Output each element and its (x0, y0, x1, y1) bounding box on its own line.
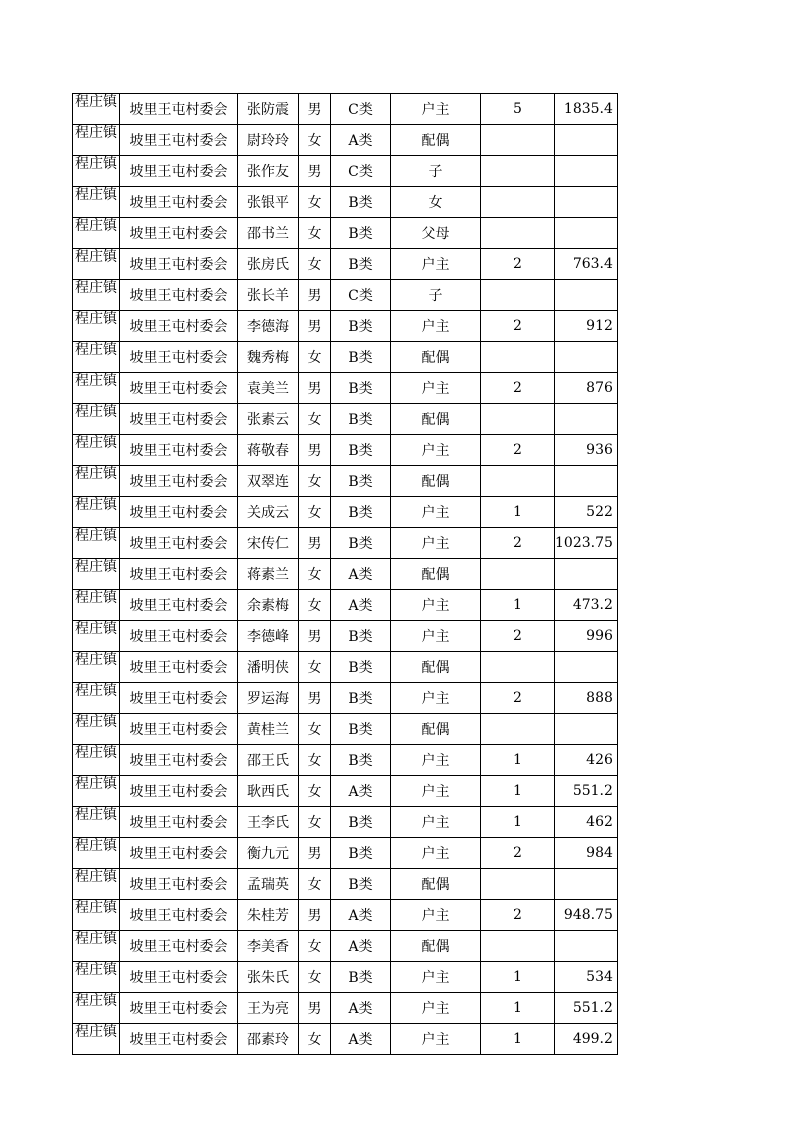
amount-cell: 1023.75 (555, 528, 618, 559)
category-cell: A类 (331, 931, 391, 962)
relation-cell: 配偶 (391, 869, 481, 900)
category-cell: A类 (331, 993, 391, 1024)
amount-cell (555, 156, 618, 187)
category-cell: B类 (331, 373, 391, 404)
gender-cell: 女 (299, 249, 331, 280)
gender-cell: 女 (299, 466, 331, 497)
town-cell: 程庄镇 (73, 249, 120, 280)
relation-cell: 户主 (391, 962, 481, 993)
village-cell: 坡里王屯村委会 (120, 590, 238, 621)
name-cell: 李德峰 (238, 621, 299, 652)
town-cell: 程庄镇 (73, 714, 120, 745)
name-cell: 蒋素兰 (238, 559, 299, 590)
category-cell: B类 (331, 249, 391, 280)
household-size-cell: 2 (481, 683, 555, 714)
amount-cell (555, 218, 618, 249)
household-size-cell (481, 652, 555, 683)
table-row (73, 497, 618, 528)
name-cell: 张朱氏 (238, 962, 299, 993)
amount-cell: 763.4 (555, 249, 618, 280)
amount-cell: 426 (555, 745, 618, 776)
relation-cell: 配偶 (391, 342, 481, 373)
town-cell: 程庄镇 (73, 652, 120, 683)
household-size-cell (481, 280, 555, 311)
table-row (73, 683, 618, 714)
village-cell: 坡里王屯村委会 (120, 435, 238, 466)
name-cell: 尉玲玲 (238, 125, 299, 156)
name-cell: 张素云 (238, 404, 299, 435)
name-cell: 李美香 (238, 931, 299, 962)
household-size-cell (481, 342, 555, 373)
category-cell: A类 (331, 1024, 391, 1055)
amount-cell (555, 125, 618, 156)
table-row (73, 776, 618, 807)
name-cell: 张银平 (238, 187, 299, 218)
town-cell: 程庄镇 (73, 590, 120, 621)
town-cell: 程庄镇 (73, 962, 120, 993)
relation-cell: 户主 (391, 993, 481, 1024)
table-row (73, 373, 618, 404)
category-cell: C类 (331, 280, 391, 311)
table-row (73, 993, 618, 1024)
village-cell: 坡里王屯村委会 (120, 94, 238, 125)
village-cell: 坡里王屯村委会 (120, 280, 238, 311)
gender-cell: 男 (299, 900, 331, 931)
household-size-cell: 2 (481, 249, 555, 280)
gender-cell: 女 (299, 218, 331, 249)
table-row (73, 311, 618, 342)
village-cell: 坡里王屯村委会 (120, 900, 238, 931)
town-cell: 程庄镇 (73, 404, 120, 435)
category-cell: B类 (331, 652, 391, 683)
town-cell: 程庄镇 (73, 94, 120, 125)
category-cell: B类 (331, 528, 391, 559)
relation-cell: 户主 (391, 807, 481, 838)
town-cell: 程庄镇 (73, 621, 120, 652)
amount-cell: 499.2 (555, 1024, 618, 1055)
household-size-cell: 1 (481, 993, 555, 1024)
relation-cell: 户主 (391, 94, 481, 125)
amount-cell (555, 466, 618, 497)
amount-cell: 912 (555, 311, 618, 342)
relation-cell: 户主 (391, 249, 481, 280)
name-cell: 张房氏 (238, 249, 299, 280)
relation-cell: 户主 (391, 435, 481, 466)
table-row (73, 900, 618, 931)
table-row (73, 1024, 618, 1055)
village-cell: 坡里王屯村委会 (120, 156, 238, 187)
amount-cell: 936 (555, 435, 618, 466)
name-cell: 孟瑞英 (238, 869, 299, 900)
table-row (73, 838, 618, 869)
town-cell: 程庄镇 (73, 528, 120, 559)
name-cell: 双翠连 (238, 466, 299, 497)
town-cell: 程庄镇 (73, 900, 120, 931)
table-row (73, 156, 618, 187)
village-cell: 坡里王屯村委会 (120, 528, 238, 559)
category-cell: B类 (331, 404, 391, 435)
gender-cell: 男 (299, 528, 331, 559)
village-cell: 坡里王屯村委会 (120, 745, 238, 776)
category-cell: B类 (331, 807, 391, 838)
amount-cell (555, 404, 618, 435)
village-cell: 坡里王屯村委会 (120, 218, 238, 249)
household-size-cell (481, 714, 555, 745)
village-cell: 坡里王屯村委会 (120, 621, 238, 652)
table-row (73, 187, 618, 218)
amount-cell (555, 869, 618, 900)
category-cell: B类 (331, 962, 391, 993)
village-cell: 坡里王屯村委会 (120, 714, 238, 745)
table-row (73, 621, 618, 652)
category-cell: B类 (331, 683, 391, 714)
category-cell: B类 (331, 714, 391, 745)
household-size-cell: 2 (481, 373, 555, 404)
town-cell: 程庄镇 (73, 466, 120, 497)
town-cell: 程庄镇 (73, 156, 120, 187)
amount-cell (555, 342, 618, 373)
amount-cell (555, 559, 618, 590)
table-row (73, 931, 618, 962)
household-size-cell (481, 156, 555, 187)
household-size-cell: 2 (481, 838, 555, 869)
village-cell: 坡里王屯村委会 (120, 776, 238, 807)
relation-cell: 户主 (391, 311, 481, 342)
gender-cell: 女 (299, 776, 331, 807)
gender-cell: 男 (299, 621, 331, 652)
relation-cell: 配偶 (391, 404, 481, 435)
household-size-cell: 1 (481, 807, 555, 838)
town-cell: 程庄镇 (73, 1024, 120, 1055)
name-cell: 潘明侠 (238, 652, 299, 683)
gender-cell: 女 (299, 869, 331, 900)
name-cell: 耿西氏 (238, 776, 299, 807)
category-cell: A类 (331, 559, 391, 590)
category-cell: B类 (331, 187, 391, 218)
table-row (73, 528, 618, 559)
household-size-cell: 2 (481, 621, 555, 652)
relation-cell: 户主 (391, 373, 481, 404)
village-cell: 坡里王屯村委会 (120, 1024, 238, 1055)
name-cell: 关成云 (238, 497, 299, 528)
gender-cell: 女 (299, 342, 331, 373)
gender-cell: 女 (299, 559, 331, 590)
household-size-cell: 1 (481, 776, 555, 807)
household-size-cell (481, 869, 555, 900)
village-cell: 坡里王屯村委会 (120, 466, 238, 497)
village-cell: 坡里王屯村委会 (120, 869, 238, 900)
category-cell: B类 (331, 745, 391, 776)
relation-cell: 户主 (391, 776, 481, 807)
gender-cell: 女 (299, 590, 331, 621)
gender-cell: 男 (299, 373, 331, 404)
relation-cell: 子 (391, 156, 481, 187)
name-cell: 邵素玲 (238, 1024, 299, 1055)
name-cell: 罗运海 (238, 683, 299, 714)
name-cell: 邵王氏 (238, 745, 299, 776)
name-cell: 张作友 (238, 156, 299, 187)
household-size-cell: 2 (481, 900, 555, 931)
category-cell: A类 (331, 900, 391, 931)
relation-cell: 户主 (391, 590, 481, 621)
town-cell: 程庄镇 (73, 931, 120, 962)
gender-cell: 女 (299, 714, 331, 745)
table-row (73, 652, 618, 683)
table-row (73, 559, 618, 590)
amount-cell: 462 (555, 807, 618, 838)
category-cell: B类 (331, 838, 391, 869)
relation-cell: 配偶 (391, 714, 481, 745)
name-cell: 余素梅 (238, 590, 299, 621)
category-cell: B类 (331, 497, 391, 528)
category-cell: B类 (331, 466, 391, 497)
town-cell: 程庄镇 (73, 342, 120, 373)
town-cell: 程庄镇 (73, 125, 120, 156)
table-row (73, 280, 618, 311)
name-cell: 李德海 (238, 311, 299, 342)
table-row (73, 745, 618, 776)
category-cell: B类 (331, 621, 391, 652)
amount-cell: 551.2 (555, 776, 618, 807)
category-cell: B类 (331, 311, 391, 342)
amount-cell (555, 280, 618, 311)
gender-cell: 女 (299, 962, 331, 993)
table-row (73, 125, 618, 156)
name-cell: 张防震 (238, 94, 299, 125)
category-cell: A类 (331, 590, 391, 621)
relation-cell: 子 (391, 280, 481, 311)
name-cell: 张长羊 (238, 280, 299, 311)
gender-cell: 女 (299, 745, 331, 776)
gender-cell: 男 (299, 683, 331, 714)
table-row (73, 218, 618, 249)
village-cell: 坡里王屯村委会 (120, 931, 238, 962)
relation-cell: 配偶 (391, 652, 481, 683)
amount-cell: 534 (555, 962, 618, 993)
household-size-cell: 5 (481, 94, 555, 125)
name-cell: 袁美兰 (238, 373, 299, 404)
relation-cell: 户主 (391, 745, 481, 776)
village-cell: 坡里王屯村委会 (120, 187, 238, 218)
name-cell: 黄桂兰 (238, 714, 299, 745)
village-cell: 坡里王屯村委会 (120, 962, 238, 993)
village-cell: 坡里王屯村委会 (120, 249, 238, 280)
gender-cell: 男 (299, 94, 331, 125)
gender-cell: 男 (299, 156, 331, 187)
relation-cell: 配偶 (391, 125, 481, 156)
category-cell: A类 (331, 776, 391, 807)
amount-cell: 888 (555, 683, 618, 714)
town-cell: 程庄镇 (73, 683, 120, 714)
village-cell: 坡里王屯村委会 (120, 838, 238, 869)
town-cell: 程庄镇 (73, 993, 120, 1024)
name-cell: 魏秀梅 (238, 342, 299, 373)
relation-cell: 户主 (391, 621, 481, 652)
category-cell: B类 (331, 342, 391, 373)
gender-cell: 女 (299, 497, 331, 528)
relation-cell: 户主 (391, 900, 481, 931)
town-cell: 程庄镇 (73, 218, 120, 249)
town-cell: 程庄镇 (73, 745, 120, 776)
table-row (73, 807, 618, 838)
name-cell: 朱桂芳 (238, 900, 299, 931)
relation-cell: 配偶 (391, 559, 481, 590)
amount-cell: 522 (555, 497, 618, 528)
amount-cell (555, 187, 618, 218)
name-cell: 王李氏 (238, 807, 299, 838)
amount-cell: 996 (555, 621, 618, 652)
name-cell: 衡九元 (238, 838, 299, 869)
table-row (73, 342, 618, 373)
gender-cell: 女 (299, 931, 331, 962)
data-table (72, 93, 618, 1055)
table-body (73, 94, 618, 1055)
town-cell: 程庄镇 (73, 311, 120, 342)
relation-cell: 配偶 (391, 931, 481, 962)
village-cell: 坡里王屯村委会 (120, 683, 238, 714)
gender-cell: 女 (299, 125, 331, 156)
amount-cell: 1835.4 (555, 94, 618, 125)
amount-cell: 473.2 (555, 590, 618, 621)
gender-cell: 女 (299, 807, 331, 838)
town-cell: 程庄镇 (73, 838, 120, 869)
village-cell: 坡里王屯村委会 (120, 311, 238, 342)
amount-cell (555, 931, 618, 962)
name-cell: 王为亮 (238, 993, 299, 1024)
household-size-cell (481, 559, 555, 590)
village-cell: 坡里王屯村委会 (120, 559, 238, 590)
household-size-cell (481, 125, 555, 156)
category-cell: B类 (331, 869, 391, 900)
town-cell: 程庄镇 (73, 497, 120, 528)
town-cell: 程庄镇 (73, 869, 120, 900)
gender-cell: 女 (299, 652, 331, 683)
town-cell: 程庄镇 (73, 280, 120, 311)
relation-cell: 配偶 (391, 466, 481, 497)
town-cell: 程庄镇 (73, 187, 120, 218)
gender-cell: 男 (299, 311, 331, 342)
household-size-cell (481, 218, 555, 249)
household-size-cell: 1 (481, 497, 555, 528)
gender-cell: 男 (299, 993, 331, 1024)
relation-cell: 户主 (391, 497, 481, 528)
amount-cell: 876 (555, 373, 618, 404)
household-size-cell (481, 931, 555, 962)
table-row (73, 466, 618, 497)
amount-cell (555, 652, 618, 683)
village-cell: 坡里王屯村委会 (120, 993, 238, 1024)
name-cell: 宋传仁 (238, 528, 299, 559)
amount-cell (555, 714, 618, 745)
town-cell: 程庄镇 (73, 559, 120, 590)
household-size-cell: 2 (481, 311, 555, 342)
village-cell: 坡里王屯村委会 (120, 373, 238, 404)
relation-cell: 户主 (391, 683, 481, 714)
relation-cell: 户主 (391, 1024, 481, 1055)
table-row (73, 94, 618, 125)
table-row (73, 249, 618, 280)
amount-cell: 551.2 (555, 993, 618, 1024)
category-cell: C类 (331, 156, 391, 187)
table-row (73, 404, 618, 435)
gender-cell: 男 (299, 435, 331, 466)
household-size-cell: 2 (481, 528, 555, 559)
category-cell: B类 (331, 435, 391, 466)
amount-cell: 984 (555, 838, 618, 869)
category-cell: B类 (331, 218, 391, 249)
gender-cell: 女 (299, 187, 331, 218)
town-cell: 程庄镇 (73, 807, 120, 838)
table-row (73, 869, 618, 900)
town-cell: 程庄镇 (73, 435, 120, 466)
village-cell: 坡里王屯村委会 (120, 497, 238, 528)
village-cell: 坡里王屯村委会 (120, 404, 238, 435)
relation-cell: 女 (391, 187, 481, 218)
household-size-cell: 1 (481, 590, 555, 621)
household-size-cell: 1 (481, 962, 555, 993)
village-cell: 坡里王屯村委会 (120, 807, 238, 838)
household-size-cell (481, 466, 555, 497)
household-size-cell (481, 187, 555, 218)
household-size-cell: 2 (481, 435, 555, 466)
gender-cell: 女 (299, 1024, 331, 1055)
table-row (73, 714, 618, 745)
amount-cell: 948.75 (555, 900, 618, 931)
household-size-cell (481, 404, 555, 435)
table-row (73, 590, 618, 621)
name-cell: 蒋敬春 (238, 435, 299, 466)
relation-cell: 户主 (391, 838, 481, 869)
town-cell: 程庄镇 (73, 776, 120, 807)
household-size-cell: 1 (481, 745, 555, 776)
gender-cell: 男 (299, 280, 331, 311)
category-cell: C类 (331, 94, 391, 125)
table-row (73, 435, 618, 466)
category-cell: A类 (331, 125, 391, 156)
name-cell: 邵书兰 (238, 218, 299, 249)
household-size-cell: 1 (481, 1024, 555, 1055)
town-cell: 程庄镇 (73, 373, 120, 404)
relation-cell: 父母 (391, 218, 481, 249)
gender-cell: 男 (299, 838, 331, 869)
gender-cell: 女 (299, 404, 331, 435)
village-cell: 坡里王屯村委会 (120, 342, 238, 373)
table-row (73, 962, 618, 993)
relation-cell: 户主 (391, 528, 481, 559)
village-cell: 坡里王屯村委会 (120, 125, 238, 156)
village-cell: 坡里王屯村委会 (120, 652, 238, 683)
